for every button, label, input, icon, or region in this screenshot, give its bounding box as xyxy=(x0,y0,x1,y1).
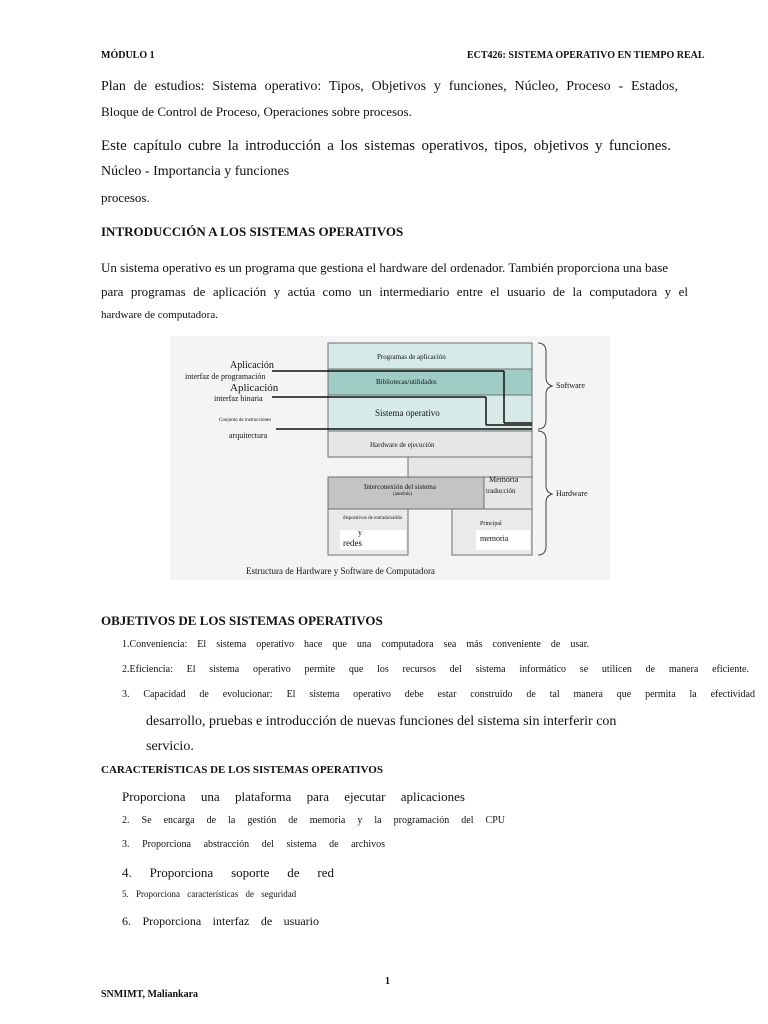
intro-section-title: INTRODUCCIÓN A LOS SISTEMAS OPERATIVOS xyxy=(101,224,404,239)
label-exec-hw: Hardware de ejecución xyxy=(370,441,435,449)
objective-3-line-2: desarrollo, pruebas e introducción de nuevas funciones del sistema sin interferir con xyxy=(146,714,617,729)
chapter-intro-line-1: Este capítulo cubre la introducción a los sistemas operativos, tipos, objetivos y funciones. xyxy=(101,138,671,154)
mem-translation-block xyxy=(408,457,532,477)
objectives-title: OBJETIVOS DE LOS SISTEMAS OPERATIVOS xyxy=(101,613,383,628)
objective-1: 1.Conveniencia: El sistema operativo hace que una computadora sea más conveniente de usar. xyxy=(122,639,589,650)
label-os: Sistema operativo xyxy=(375,408,440,418)
label-mem-translation-1: Memoria xyxy=(489,475,519,484)
chapter-intro-line-2: Núcleo - Importancia y funciones xyxy=(101,164,290,179)
objective-3-line-1: 3. Capacidad de evolucionar: El sistema operativo debe estar construido de tal manera que permita la efectividad xyxy=(122,689,755,700)
intro-line-1: Un sistema operativo es un programa que gestiona el hardware del ordenador. También proporciona una base xyxy=(101,260,669,275)
label-api-1: Aplicación xyxy=(230,360,274,371)
label-software: Software xyxy=(556,381,585,390)
footer-institution: SNMIMT, Maliankara xyxy=(101,989,199,1000)
header-course: ECT426: SISTEMA OPERATIVO EN TIEMPO REAL xyxy=(467,50,705,61)
label-isa-1: Conjunto de instrucciones xyxy=(219,418,272,423)
label-io-networks: redes xyxy=(343,538,362,548)
feature-4: 4. Proporciona soporte de red xyxy=(122,865,334,880)
label-interconnect-sub: (autobús) xyxy=(393,492,412,497)
features-title: CARACTERÍSTICAS DE LOS SISTEMAS OPERATIVOS xyxy=(101,764,383,776)
syllabus-line-1: Plan de estudios: Sistema operativo: Tipos, Objetivos y funciones, Núcleo, Proceso - Estados, xyxy=(101,79,678,94)
label-io-devices: dispositivos de entrada/salida xyxy=(343,516,402,521)
syllabus-line-2: Bloque de Control de Proceso, Operaciones sobre procesos. xyxy=(101,104,412,119)
feature-6: 6. Proporciona interfaz de usuario xyxy=(122,914,319,928)
header-module: MÓDULO 1 xyxy=(101,50,155,61)
label-abi-2: interfaz binaria xyxy=(214,394,263,403)
label-libraries: Bibliotecas/utilidades xyxy=(376,378,437,386)
label-interconnect: Interconexión del sistema xyxy=(364,483,436,491)
label-app-programs: Programas de aplicación xyxy=(377,353,446,361)
feature-5: 5. Proporciona características de seguridad xyxy=(122,889,297,899)
feature-2: 2. Se encarga de la gestión de memoria y la programación del CPU xyxy=(122,815,505,826)
label-hardware: Hardware xyxy=(556,489,588,498)
feature-3: 3. Proporciona abstracción del sistema de archivos xyxy=(122,839,385,850)
label-main-memory-2: memoria xyxy=(480,534,509,543)
objective-2: 2.Eficiencia: El sistema operativo permite que los recursos del sistema informático se utilicen de manera eficiente. xyxy=(122,664,749,675)
feature-1: Proporciona una plataforma para ejecutar aplicaciones xyxy=(122,789,465,804)
label-isa-2: arquitectura xyxy=(229,431,268,440)
objective-3-line-3: servicio. xyxy=(146,739,194,754)
software-brace xyxy=(538,343,552,429)
label-api-2: interfaz de programación xyxy=(185,372,266,381)
chapter-intro-line-3: procesos. xyxy=(101,190,150,205)
hardware-brace xyxy=(538,431,552,555)
label-io-and: y xyxy=(358,528,362,537)
label-mem-translation-2: traducción xyxy=(486,487,516,495)
figure-caption: Estructura de Hardware y Software de Computadora xyxy=(246,566,435,576)
intro-line-3: hardware de computadora. xyxy=(101,309,218,321)
intro-line-2: para programas de aplicación y actúa como un intermediario entre el usuario de la computadora y el xyxy=(101,284,688,299)
label-abi-1: Aplicación xyxy=(230,382,279,394)
label-main-memory-1: Principal xyxy=(480,521,502,527)
page-number: 1 xyxy=(385,976,390,987)
